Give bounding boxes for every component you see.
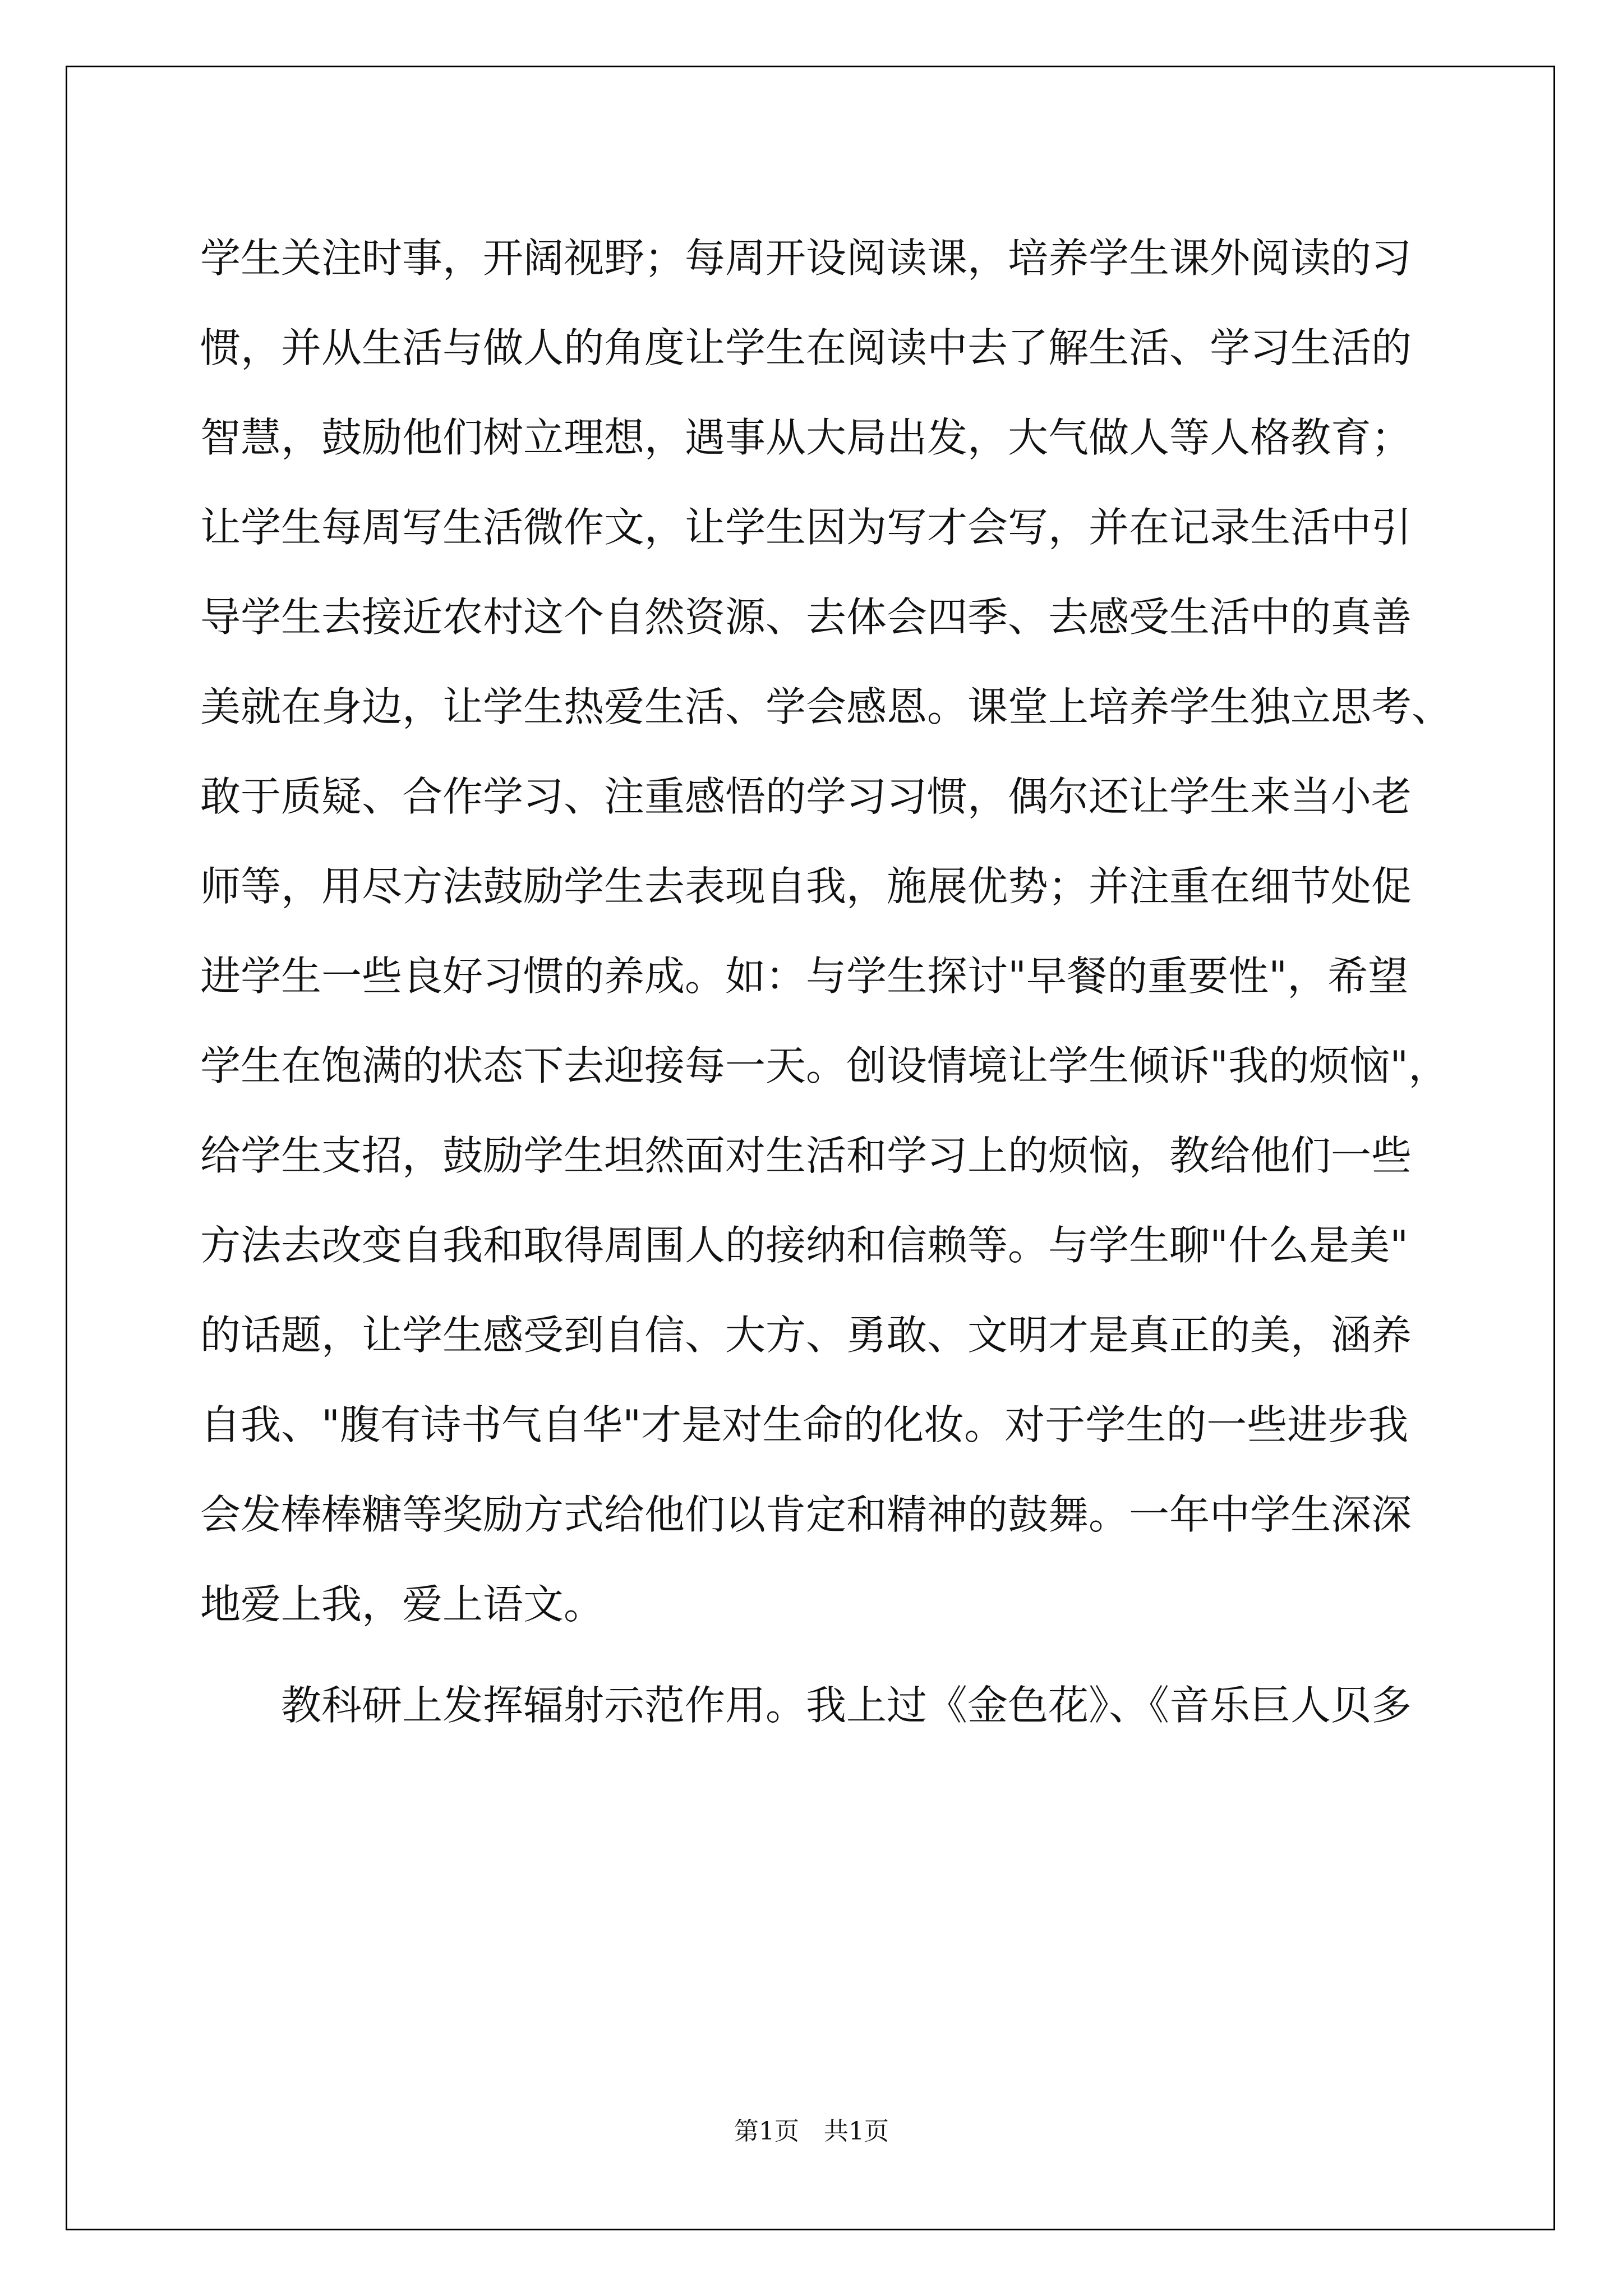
text-line: 美就在身边，让学生热爱生活、学会感恩。课堂上培养学生独立思考、 [200, 683, 1453, 730]
text-line: 会发棒棒糖等奖励方式给他们以肯定和精神的鼓舞。一年中学生深深 [200, 1491, 1412, 1538]
text-line: 地爱上我，爱上语文。 [200, 1581, 605, 1628]
document-body [200, 213, 1453, 1750]
text-line: 给学生支招，鼓励学生坦然面对生活和学习上的烦恼，教给他们一些 [200, 1132, 1412, 1179]
text-line: 师等，用尽方法鼓励学生去表现自我，施展优势；并注重在细节处促 [200, 863, 1412, 910]
text-line: 学生在饱满的状态下去迎接每一天。创设情境让学生倾诉"我的烦恼"， [200, 1042, 1449, 1089]
text-line: 的话题，让学生感受到自信、大方、勇敢、文明才是真正的美，涵养 [200, 1312, 1412, 1359]
text-line: 自我、"腹有诗书气自华"才是对生命的化妆。对于学生的一些进步我 [200, 1401, 1409, 1448]
text-line: 进学生一些良好习惯的养成。如：与学生探讨"早餐的重要性"，希望 [200, 953, 1409, 1000]
text-line: 方法去改变自我和取得周围人的接纳和信赖等。与学生聊"什么是美" [200, 1222, 1409, 1269]
paragraph-first-line: 教科研上发挥辐射示范作用。我上过《金色花》、《音乐巨人贝多 [281, 1682, 1412, 1729]
text-line: 学生关注时事，开阔视野；每周开设阅读课，培养学生课外阅读的习 [200, 234, 1412, 282]
paragraph-gap [200, 1649, 1434, 1660]
page-number-footer: 第1页 共1页 [734, 2117, 889, 2146]
text-line: 智慧，鼓励他们树立理想，遇事从大局出发，大气做人等人格教育； [200, 414, 1412, 461]
text-line: 敢于质疑、合作学习、注重感悟的学习习惯，偶尔还让学生来当小老 [200, 773, 1412, 820]
text-line: 让学生每周写生活微作文，让学生因为写才会写，并在记录生活中引 [200, 504, 1412, 551]
text-line: 导学生去接近农村这个自然资源、去体会四季、去感受生活中的真善 [200, 593, 1412, 641]
text-line: 惯，并从生活与做人的角度让学生在阅读中去了解生活、学习生活的 [200, 324, 1412, 371]
